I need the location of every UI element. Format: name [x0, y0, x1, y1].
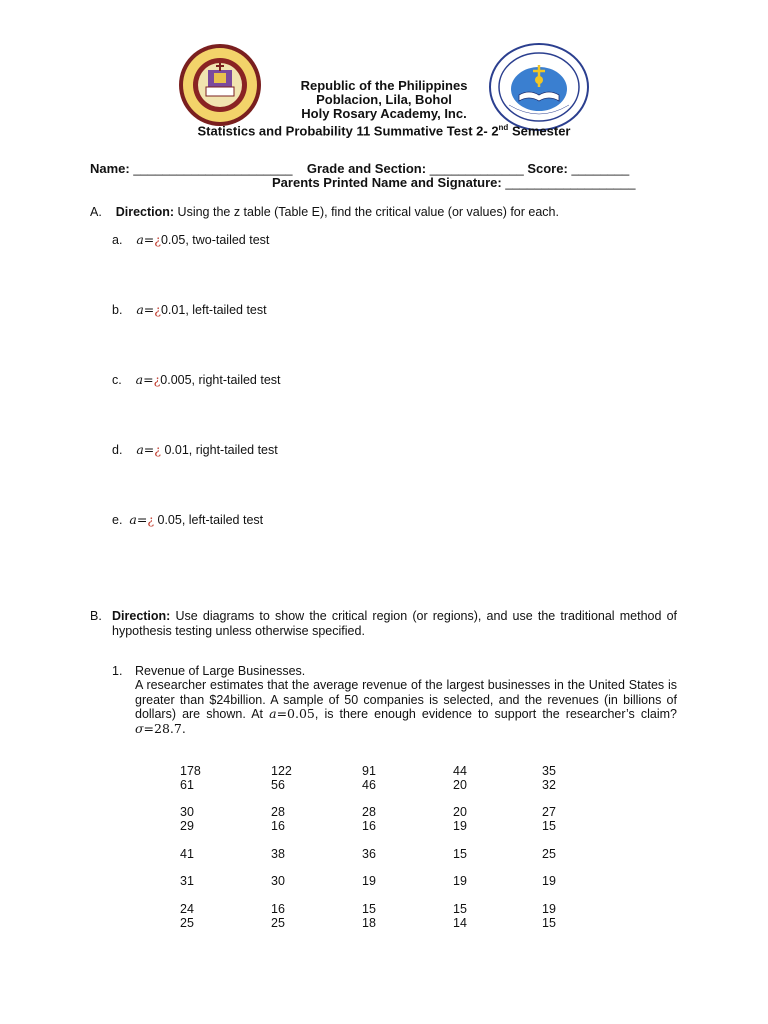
section-b-marker: B. [90, 609, 102, 623]
problem-alpha: a [269, 706, 277, 721]
item-d-inv: ¿ [154, 442, 161, 457]
table-cell: 29 [180, 819, 194, 833]
table-cell: 35 [542, 764, 556, 778]
item-b-value: 0.01, left-tailed test [160, 303, 267, 317]
header-line2-text: Poblacion, Lila, Bohol [316, 92, 452, 107]
item-e-letter: e. [112, 513, 123, 527]
name-row [90, 161, 680, 176]
item-e [112, 512, 263, 527]
item-a [112, 232, 269, 247]
item-c-letter: c. [112, 373, 122, 387]
table-cell: 25 [180, 916, 194, 930]
table-cell: 31 [180, 874, 194, 888]
item-c-value: 0.005, right-tailed test [160, 373, 281, 387]
item-a-letter: a. [112, 233, 123, 247]
table-cell: 24 [180, 902, 194, 916]
parents-row [272, 175, 636, 190]
score-blank[interactable]: ________ [571, 161, 630, 176]
problem-text-1: A researcher estimates that the average revenue of the largest businesses in the United States is greater than $24billion. A sample of 50 companies is selected, and the revenues (in billions of dollars) are shown. At [135, 678, 677, 721]
test-title-text: Statistics and Probability 11 Summative Test 2- 2 [197, 123, 499, 139]
header-line-address [0, 93, 768, 107]
table-cell: 15 [453, 902, 467, 916]
item-a-inv: ¿ [154, 232, 161, 247]
table-cell: 15 [362, 902, 376, 916]
table-cell: 36 [362, 847, 376, 861]
table-cell: 19 [453, 874, 467, 888]
table-cell: 15 [542, 916, 556, 930]
grade-section-label: Grade and Section: [306, 161, 427, 176]
item-c-alpha: a= [135, 372, 154, 387]
test-title-sup: nd [498, 123, 509, 132]
grade-section-blank[interactable]: _____________ [429, 161, 524, 176]
table-cell: 122 [271, 764, 292, 778]
table-cell: 44 [453, 764, 467, 778]
table-cell: 15 [453, 847, 467, 861]
table-cell: 19 [453, 819, 467, 833]
problem-number: 1. [112, 664, 123, 678]
section-b-direction-text: Use diagrams to show the critical region (or regions), and use the traditional method of hypothesis testing unless otherwise specified. [112, 609, 677, 638]
header-line1-text: Republic of the Philippines [300, 78, 468, 93]
table-cell: 38 [271, 847, 285, 861]
table-cell: 32 [542, 778, 556, 792]
table-cell: 19 [362, 874, 376, 888]
item-a-alpha: a= [136, 232, 155, 247]
section-a-direction [90, 205, 690, 219]
table-cell: 19 [542, 902, 556, 916]
item-e-value: 0.05, left-tailed test [154, 513, 264, 527]
table-cell: 61 [180, 778, 194, 792]
item-d-alpha: a= [136, 442, 155, 457]
parents-label: Parents Printed Name and Signature: [272, 175, 502, 190]
problem-alpha-value: =0.05 [276, 706, 315, 721]
header-line-test-title [0, 121, 768, 138]
item-d-value: 0.01, right-tailed test [160, 443, 278, 457]
section-a-direction-text: Using the z table (Table E), find the critical value (or values) for each. [174, 205, 559, 219]
parents-blank[interactable]: __________________ [505, 175, 636, 190]
item-c-inv: ¿ [153, 372, 161, 387]
table-cell: 30 [180, 805, 194, 819]
item-b [112, 302, 267, 317]
table-cell: 27 [542, 805, 556, 819]
table-cell: 41 [180, 847, 194, 861]
header-line-school [0, 107, 768, 121]
table-cell: 16 [271, 819, 285, 833]
item-b-alpha: a= [136, 302, 155, 317]
name-label: Name: [90, 161, 130, 176]
table-cell: 30 [271, 874, 285, 888]
score-label: Score: [527, 161, 568, 176]
table-cell: 20 [453, 778, 467, 792]
table-cell: 16 [362, 819, 376, 833]
item-d-letter: d. [112, 443, 123, 457]
table-cell: 28 [271, 805, 285, 819]
problem-title: Revenue of Large Businesses. [135, 664, 306, 678]
test-title-post: Semester [508, 123, 571, 139]
section-a-marker: A. [90, 205, 102, 219]
problem-sigma-value: =28.7. [143, 720, 186, 736]
problem-text-2: , is there enough evidence to support the researcher’s claim? [314, 707, 678, 721]
table-cell: 20 [453, 805, 467, 819]
table-cell: 56 [271, 778, 285, 792]
problem-body [135, 678, 677, 736]
table-cell: 178 [180, 764, 201, 778]
item-b-inv: ¿ [154, 302, 161, 317]
name-blank[interactable]: ______________________ [133, 161, 293, 176]
table-cell: 46 [362, 778, 376, 792]
table-cell: 19 [542, 874, 556, 888]
item-a-value: 0.05, two-tailed test [160, 233, 270, 247]
section-b-direction [112, 609, 677, 638]
table-cell: 91 [362, 764, 376, 778]
table-cell: 14 [453, 916, 467, 930]
table-cell: 18 [362, 916, 376, 930]
item-c [112, 372, 281, 387]
item-e-inv: ¿ [147, 512, 155, 527]
table-cell: 28 [362, 805, 376, 819]
section-b-direction-label: Direction: [112, 609, 171, 623]
table-cell: 25 [542, 847, 556, 861]
section-a-direction-label: Direction: [115, 205, 175, 219]
header-line3-text: Holy Rosary Academy, Inc. [301, 106, 467, 121]
table-cell: 15 [542, 819, 556, 833]
item-e-alpha: a= [129, 512, 148, 527]
problem-sigma: σ [135, 720, 144, 736]
table-cell: 25 [271, 916, 285, 930]
table-cell: 16 [271, 902, 285, 916]
item-b-letter: b. [112, 303, 123, 317]
item-d [112, 442, 278, 457]
header-line-republic [0, 79, 768, 93]
